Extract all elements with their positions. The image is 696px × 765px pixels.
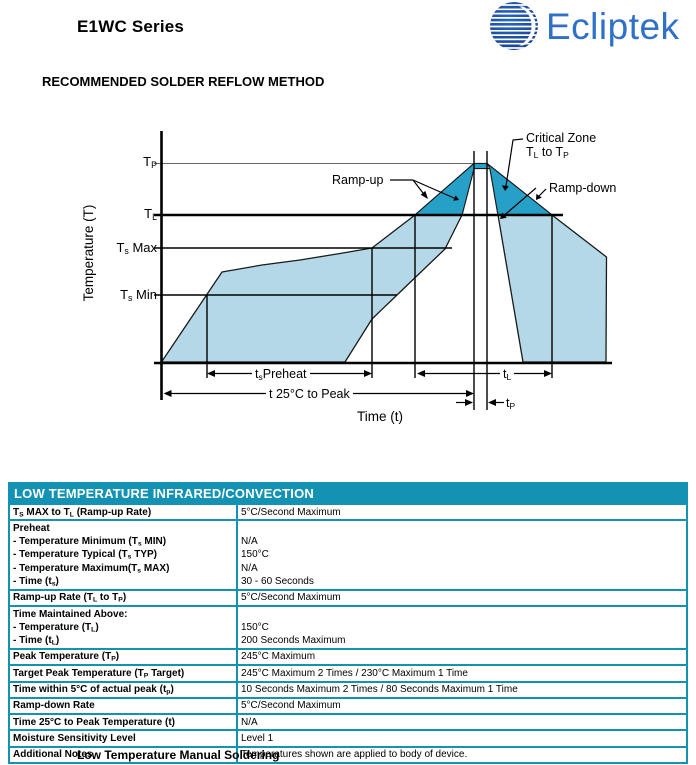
row-label: $T_S$ MAX to $T_L$ (Ramp-up Rate) xyxy=(9,504,237,520)
table-row xyxy=(9,665,687,681)
table-title: LOW TEMPERATURE INFRARED/CONVECTION xyxy=(9,483,687,504)
tick-tsmin: $T_s$ Min xyxy=(120,286,157,303)
row-label: Ramp-up Rate ($T_L$ to $T_P$) xyxy=(9,590,237,606)
row-label: Time 25°C to Peak Temperature (t) xyxy=(9,714,237,730)
row-value: 5°C/Second Maximum xyxy=(237,590,687,606)
row-value: Level 1 xyxy=(237,730,687,746)
table-row xyxy=(9,730,687,746)
row-value: 150°C 200 Seconds Maximum xyxy=(237,606,687,649)
x-axis-title: Time (t) xyxy=(357,409,403,424)
table-row xyxy=(9,649,687,665)
row-value: 10 Seconds Maximum 2 Times / 80 Seconds Maximum 1 Time xyxy=(237,682,687,698)
spec-table xyxy=(8,482,688,764)
table-header-row xyxy=(9,483,687,504)
dim-preheat-label: $t_sPreheat$ xyxy=(252,367,310,381)
row-label: Peak Temperature $(T_P)$ xyxy=(9,649,237,665)
row-label: Target Peak Temperature ($T_P$ Target) xyxy=(9,665,237,681)
page-title: E1WC Series xyxy=(77,17,185,36)
section-heading: RECOMMENDED SOLDER REFLOW METHOD xyxy=(42,74,325,89)
critical-zone-peak xyxy=(474,164,487,169)
ramp-down-label: Ramp-down xyxy=(549,181,617,195)
table-row xyxy=(9,682,687,698)
critical-zone-right xyxy=(487,164,552,216)
table-row xyxy=(9,504,687,520)
row-label: Preheat - Temperature Minimum ($T_s$ MIN) - Temperature Typical ($T_s$ TYP) - Temperature $Maximum(T_s$ MAX) - Time $(t_s)$ xyxy=(9,520,237,589)
table-row xyxy=(9,698,687,714)
brand-name: Ecliptek xyxy=(546,6,680,47)
critical-zone-label: Critical Zone $T_L$ to $T_P$ xyxy=(526,130,597,160)
row-value: 5°C/Second Maximum xyxy=(237,698,687,714)
row-value: N/A 150°C N/A 30 - 60 Seconds xyxy=(237,520,687,589)
dimension-arrowheads xyxy=(164,370,553,406)
footer-heading: Low Temperature Manual Soldering xyxy=(77,748,280,762)
ramp-up-label: Ramp-up xyxy=(332,172,384,187)
row-label: Ramp-down Rate xyxy=(9,698,237,714)
row-label: Time Maintained Above: - Temperature $(T_L)$ - Time $(t_L)$ xyxy=(9,606,237,649)
tick-tsmax: $T_s$ Max xyxy=(116,239,157,256)
tick-tl: $T_L$ xyxy=(144,206,157,222)
dim-tl-label: $t_L$ xyxy=(500,367,514,381)
row-label: Additional Notes xyxy=(9,747,237,763)
row-value: 245°C Maximum xyxy=(237,649,687,665)
tick-tp: $T_P$ xyxy=(143,154,157,170)
table-row xyxy=(9,590,687,606)
table-row xyxy=(9,714,687,730)
dim-tp-label: $t_P$ xyxy=(506,395,516,411)
row-value: N/A xyxy=(237,714,687,730)
reflow-band xyxy=(162,164,607,363)
row-value: 245°C Maximum 2 Times / 230°C Maximum 1 Time xyxy=(237,665,687,681)
row-label: Time within 5°C of actual peak $(t_p)$ xyxy=(9,682,237,698)
y-axis-title: Temperature (T) xyxy=(81,204,96,302)
table-row xyxy=(9,520,687,589)
dimension-lines xyxy=(167,374,548,403)
critical-zone-left xyxy=(415,164,474,216)
row-value: Temperatures shown are applied to body of device. xyxy=(237,747,687,763)
row-value: 5°C/Second Maximum xyxy=(237,504,687,520)
row-label: Moisture Sensitivity Level xyxy=(9,730,237,746)
dim-t25-label: t 25°C to Peak xyxy=(266,387,353,401)
table-row xyxy=(9,606,687,649)
